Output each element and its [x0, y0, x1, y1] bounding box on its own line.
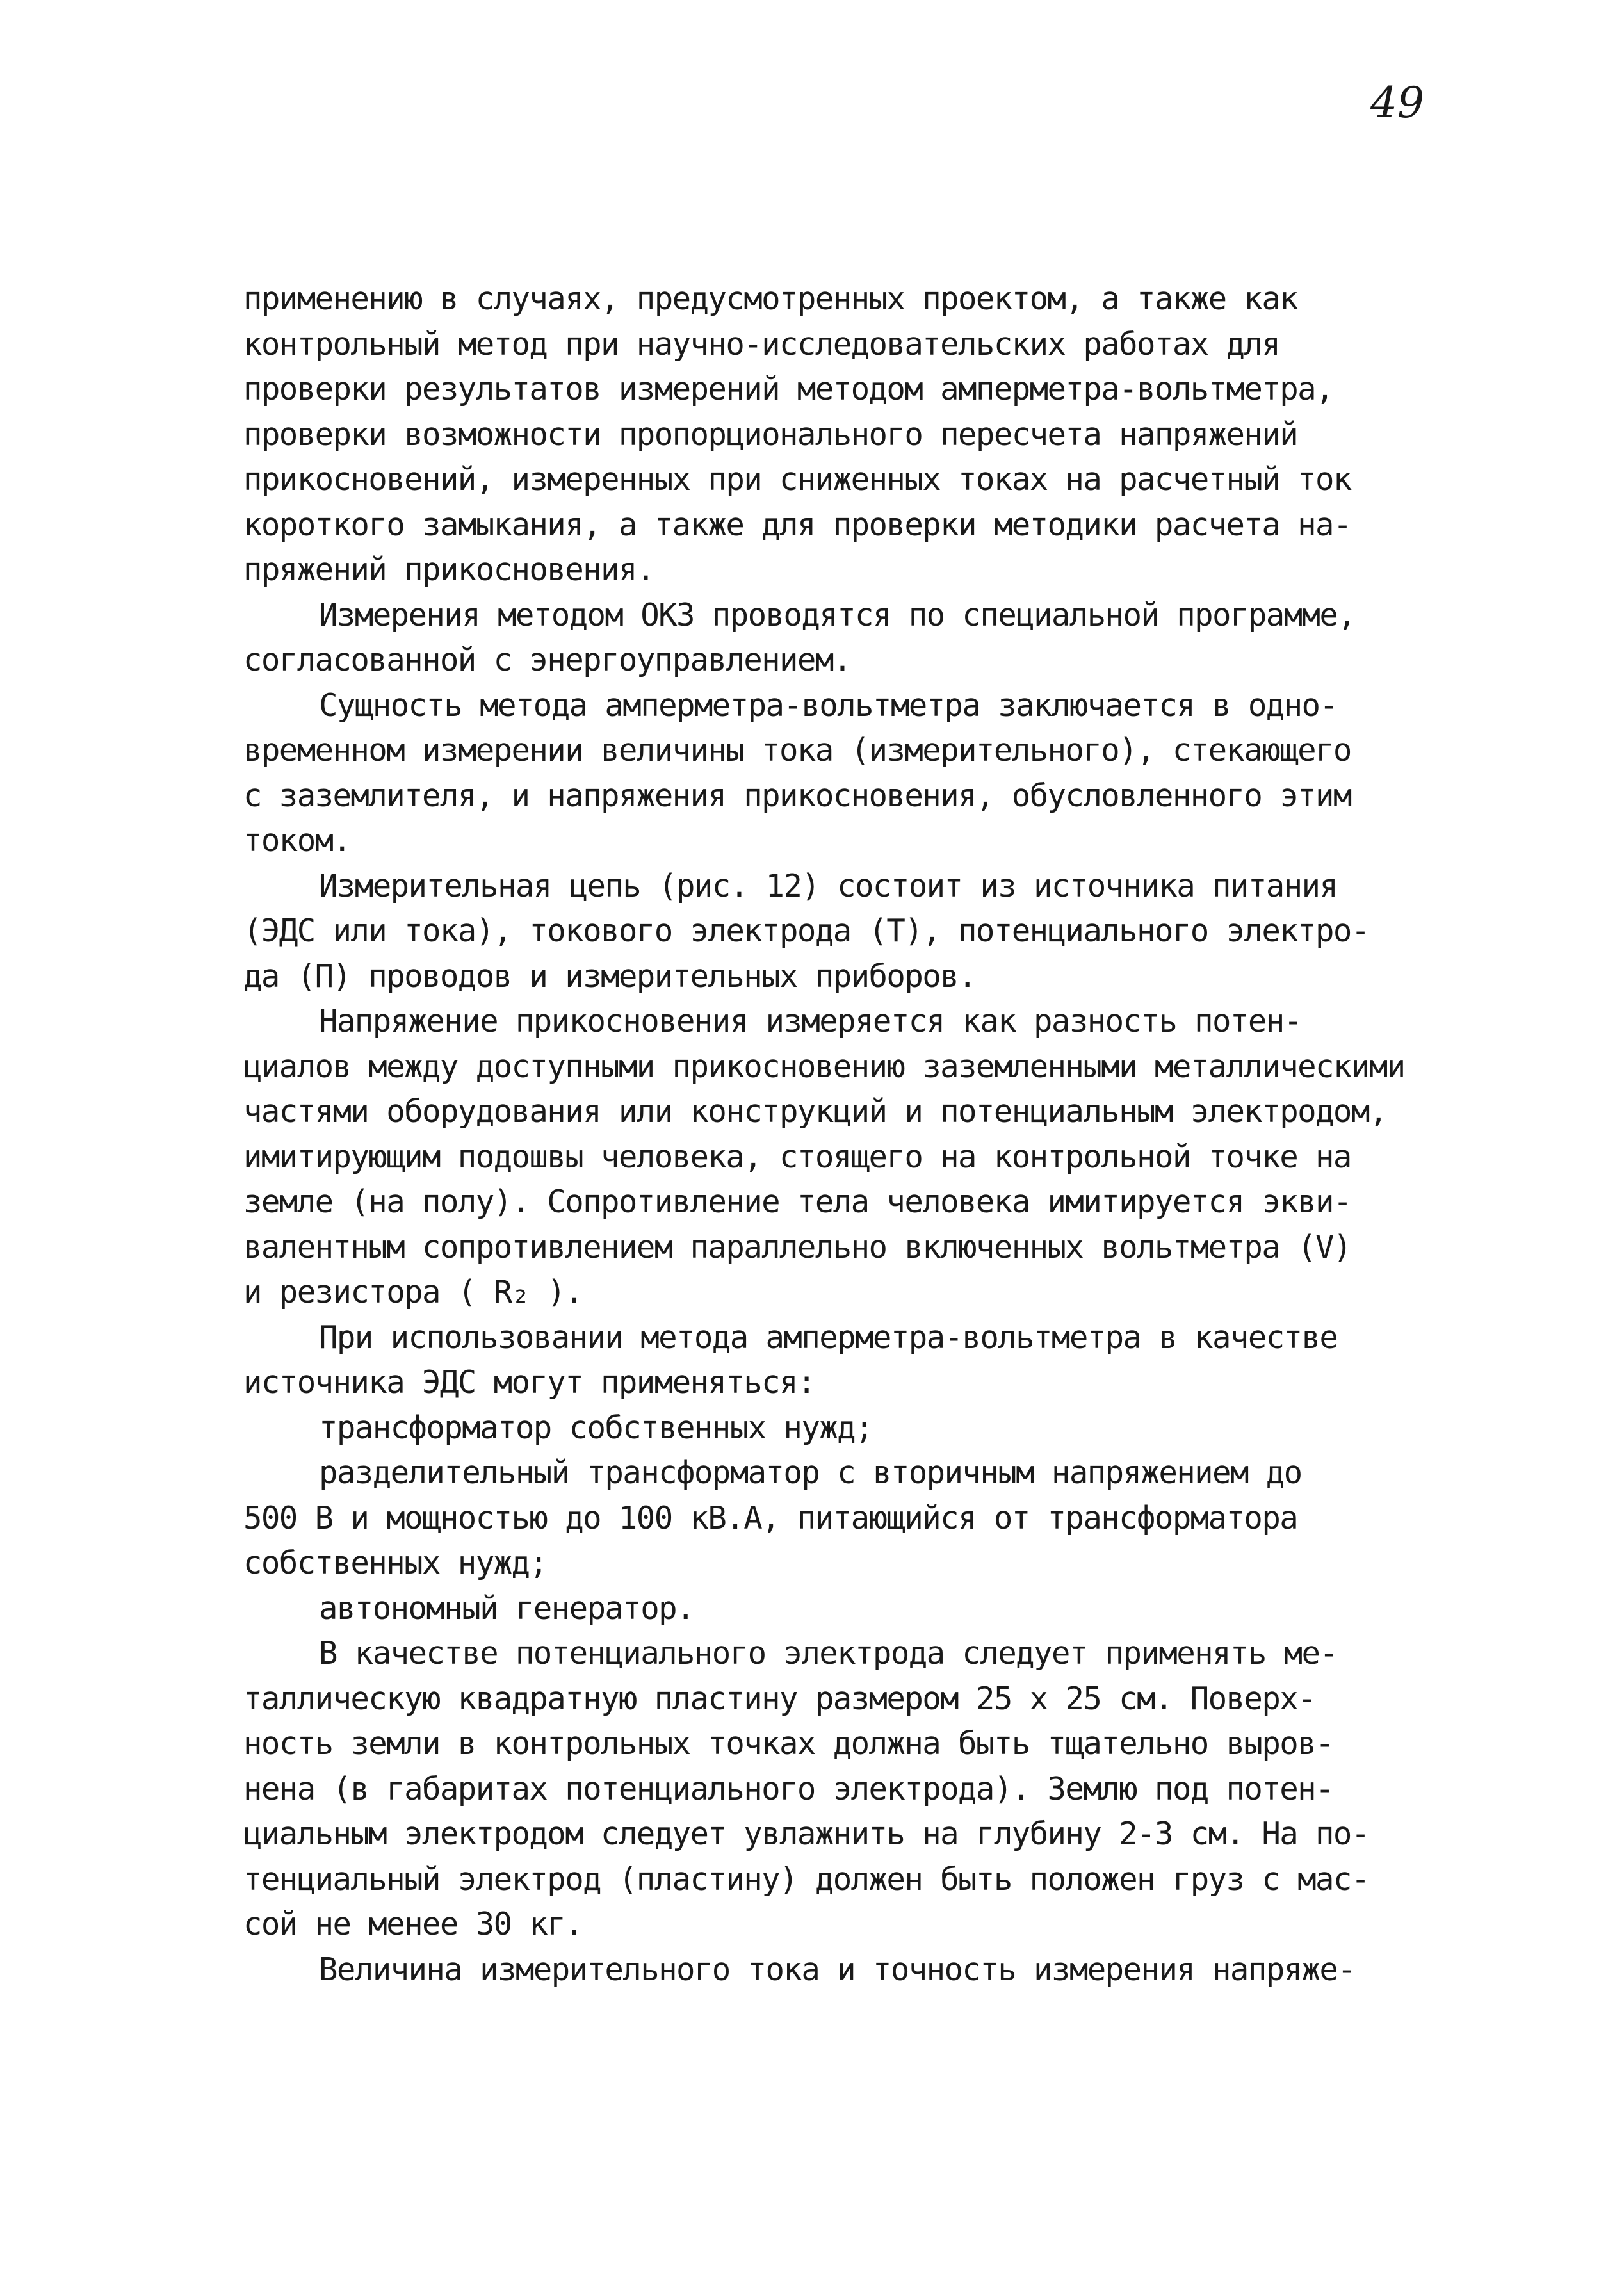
text-line: да (П) проводов и измерительных приборов.	[243, 957, 976, 995]
page-number: 49	[1370, 78, 1424, 127]
text-line: применению в случаях, предусмотренных проектом, а также как	[243, 281, 1298, 317]
text-line: земле (на полу). Сопротивление тела человека имитируется экви-	[243, 1183, 1351, 1220]
text-line: циалов между доступными прикосновению заземленными металлическими	[243, 1048, 1405, 1085]
text-line: током.	[243, 822, 351, 859]
document-body	[243, 277, 1511, 1992]
text-line: проверки возможности пропорционального пересчета напряжений	[243, 416, 1298, 453]
text-line: Напряжение прикосновения измеряется как разность потен-	[319, 1003, 1302, 1039]
text-line: с заземлителя, и напряжения прикосновения, обусловленного этим	[243, 777, 1351, 814]
text-line: имитирующим подошвы человека, стоящего на контрольной точке на	[243, 1138, 1351, 1175]
text-line: ность земли в контрольных точках должна быть тщательно выров-	[243, 1725, 1333, 1762]
text-line: автономный генератор.	[319, 1590, 694, 1627]
text-line: временном измерении величины тока (измерительного), стекающего	[243, 732, 1351, 769]
text-line: Величина измерительного тока и точность измерения напряже-	[319, 1951, 1356, 1988]
text-line: проверки результатов измерений методом амперметра-вольтметра,	[243, 371, 1333, 407]
text-line: валентным сопротивлением параллельно включенных вольтметра (V)	[243, 1228, 1351, 1265]
text-line: контрольный метод при научно-исследовательских работах для	[243, 325, 1280, 362]
text-line: Измерительная цепь (рис. 12) состоит из источника питания	[319, 867, 1338, 904]
text-line: таллическую квадратную пластину размером 25 х 25 см. Поверх-	[243, 1680, 1316, 1717]
text-line: (ЭДС или тока), токового электрода (Т), потенциального электро-	[243, 913, 1369, 949]
text-line: сой не менее 30 кг.	[243, 1906, 583, 1942]
text-line: согласованной с энергоуправлением.	[243, 642, 851, 678]
text-line: разделительный трансформатор с вторичным напряжением до	[319, 1454, 1302, 1491]
text-line: трансформатор собственных нужд;	[319, 1409, 873, 1446]
text-line: пряжений прикосновения.	[243, 551, 654, 588]
text-line: При использовании метода амперметра-вольтметра в качестве	[319, 1319, 1338, 1356]
text-line: 500 В и мощностью до 100 кВ.А, питающийся от трансформатора	[243, 1499, 1298, 1536]
text-line: короткого замыкания, а также для проверки методики расчета на-	[243, 506, 1351, 543]
text-line: Измерения методом ОКЗ проводятся по специальной программе,	[319, 596, 1356, 633]
text-line: тенциальный электрод (пластину) должен быть положен груз с мас-	[243, 1860, 1369, 1898]
text-line: источника ЭДС могут применяться:	[243, 1364, 815, 1401]
text-line: частями оборудования или конструкций и потенциальным электродом,	[243, 1093, 1387, 1130]
text-line: нена (в габаритах потенциального электрода). Землю под потен-	[243, 1770, 1333, 1807]
text-line: В качестве потенциального электрода следует применять ме-	[319, 1635, 1338, 1671]
text-line: прикосновений, измеренных при сниженных токах на расчетный ток	[243, 461, 1351, 498]
text-line: и резистора ( R₂ ).	[243, 1274, 583, 1310]
text-line: собственных нужд;	[243, 1545, 548, 1581]
text-line: Сущность метода амперметра-вольтметра заключается в одно-	[319, 687, 1338, 724]
text-line: циальным электродом следует увлажнить на глубину 2-3 см. На по-	[243, 1816, 1369, 1852]
